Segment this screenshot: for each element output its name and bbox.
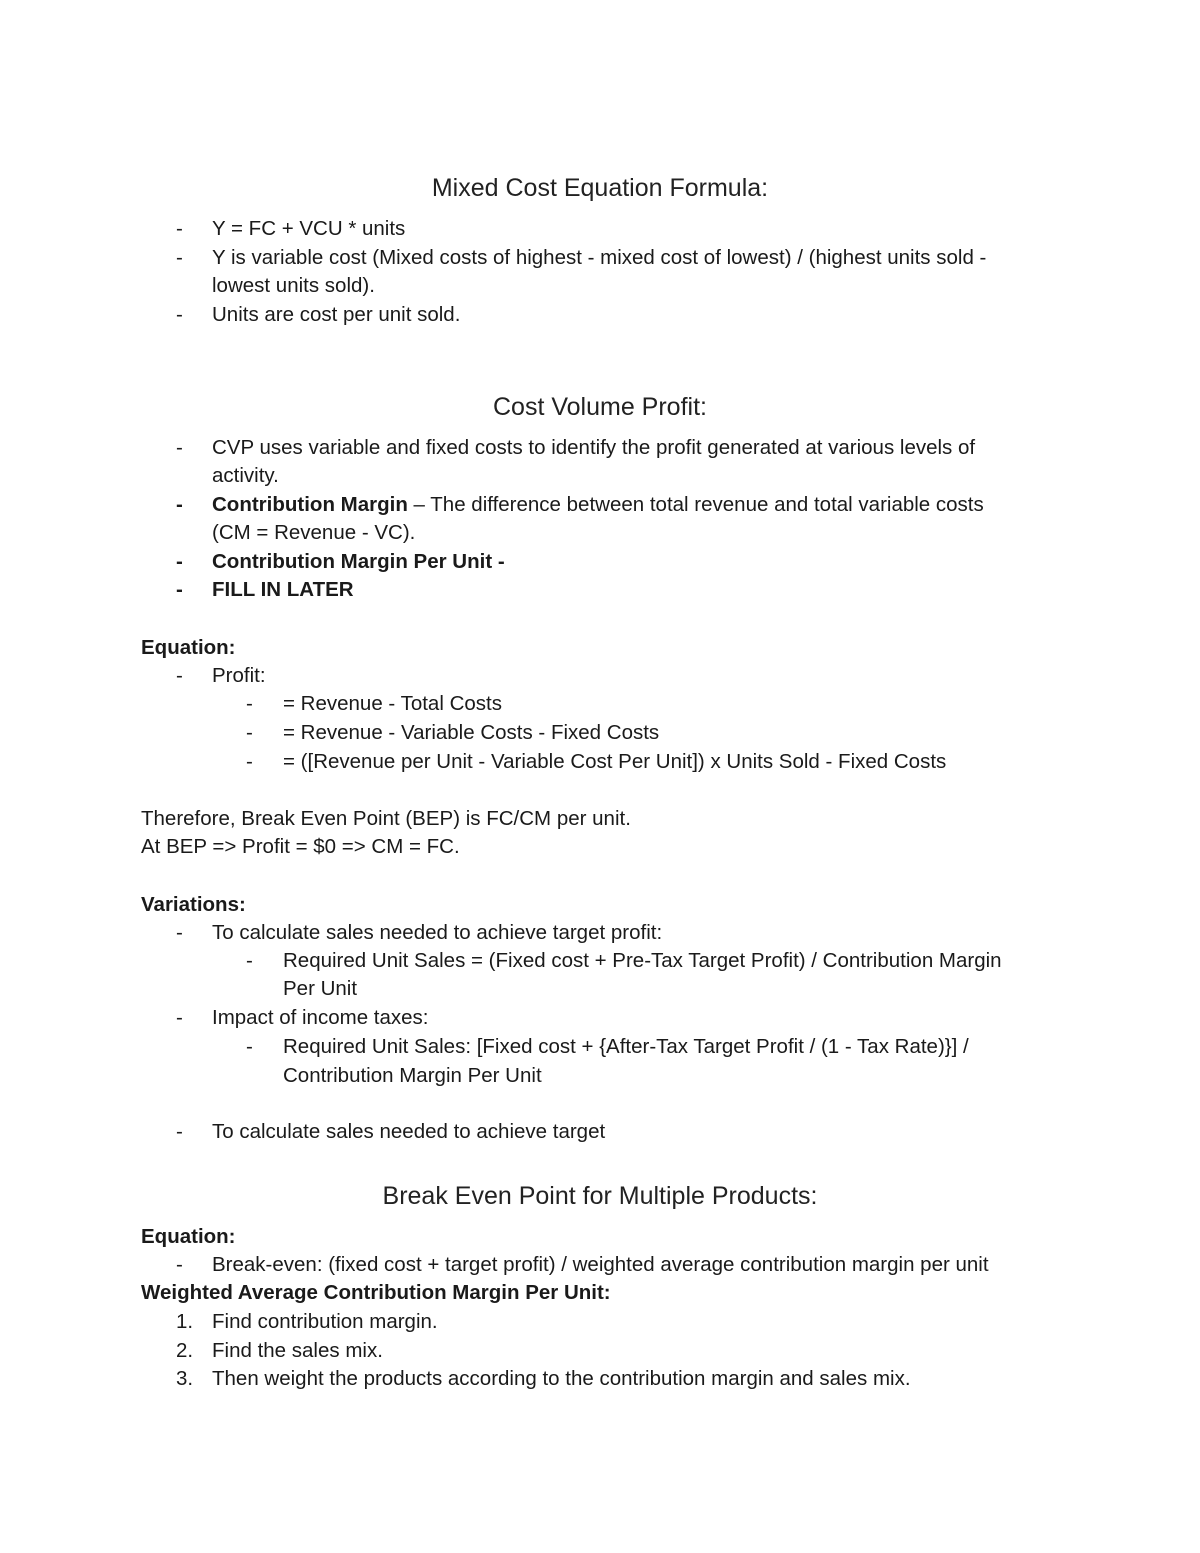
bullet-dash: - — [176, 1120, 183, 1143]
bullet-text: Y is variable cost (Mixed costs of highest - mixed cost of lowest) / (highest units sold - — [212, 246, 987, 269]
bullet-text-cont: lowest units sold). — [212, 274, 375, 297]
bullet-dash: - — [176, 303, 183, 326]
paragraph-at-bep: At BEP => Profit = $0 => CM = FC. — [141, 835, 460, 858]
sub-bullet-text-cont: Per Unit — [283, 977, 358, 1000]
bullet-text: CVP uses variable and fixed costs to identify the profit generated at various levels of — [212, 436, 976, 459]
step-text: Then weight the products according to the contribution margin and sales mix. — [212, 1367, 911, 1390]
sub-bullet-dash: - — [246, 721, 253, 744]
sub-bullet-dash: - — [246, 750, 253, 773]
bullet-dash: - — [176, 578, 183, 601]
step-text: Find the sales mix. — [212, 1339, 383, 1362]
bullet-fill-in-later: FILL IN LATER — [212, 578, 354, 601]
bullet-dash: - — [176, 550, 183, 573]
sub-bullet-text-cont: Contribution Margin Per Unit — [283, 1064, 542, 1087]
label-equation: Equation: — [141, 1225, 236, 1248]
bullet-dash: - — [176, 217, 183, 240]
label-wacm: Weighted Average Contribution Margin Per Unit: — [141, 1281, 611, 1304]
sub-bullet-text: = Revenue - Variable Costs - Fixed Costs — [283, 721, 660, 744]
step-number: 3. — [176, 1367, 194, 1390]
heading-cvp: Cost Volume Profit: — [493, 393, 707, 421]
bullet-text: To calculate sales needed to achieve target — [212, 1120, 606, 1143]
term-contribution-margin: Contribution Margin — [212, 493, 408, 516]
bullet-text-cont: activity. — [212, 464, 279, 487]
bullet-text: Units are cost per unit sold. — [212, 303, 461, 326]
bullet-dash: - — [176, 436, 183, 459]
step-text: Find contribution margin. — [212, 1310, 438, 1333]
sub-bullet-text: Required Unit Sales = (Fixed cost + Pre-Tax Target Profit) / Contribution Margin — [283, 949, 1002, 972]
sub-bullet-dash: - — [246, 1035, 253, 1058]
sub-bullet-text: = Revenue - Total Costs — [283, 692, 502, 715]
label-equation: Equation: — [141, 636, 236, 659]
bullet-cm-per-unit: Contribution Margin Per Unit - — [212, 550, 505, 573]
bullet-contribution-margin — [212, 491, 984, 520]
heading-multiple-products: Break Even Point for Multiple Products: — [382, 1182, 818, 1210]
sub-bullet-dash: - — [246, 692, 253, 715]
sub-bullet-dash: - — [246, 949, 253, 972]
bullet-text: Y = FC + VCU * units — [212, 217, 406, 240]
heading-mixed-cost: Mixed Cost Equation Formula: — [431, 174, 769, 202]
sub-bullet-text: Required Unit Sales: [Fixed cost + {After-Tax Target Profit / (1 - Tax Rate)}] / — [283, 1035, 969, 1058]
step-number: 2. — [176, 1339, 194, 1362]
bullet-dash: - — [176, 1006, 183, 1029]
bullet-text: Impact of income taxes: — [212, 1006, 429, 1029]
label-variations: Variations: — [141, 893, 246, 916]
definition-text: – The difference between total revenue and total variable costs — [407, 493, 984, 516]
bullet-text: To calculate sales needed to achieve target profit: — [212, 921, 663, 944]
bullet-dash: - — [176, 493, 183, 516]
bullet-dash: - — [176, 921, 183, 944]
bullet-text-cont: (CM = Revenue - VC). — [212, 521, 416, 544]
sub-bullet-text: = ([Revenue per Unit - Variable Cost Per Unit]) x Units Sold - Fixed Costs — [283, 750, 947, 773]
step-number: 1. — [176, 1310, 194, 1333]
bullet-dash: - — [176, 664, 183, 687]
bullet-text: Break-even: (fixed cost + target profit) / weighted average contribution margin per unit — [212, 1253, 989, 1276]
paragraph-therefore: Therefore, Break Even Point (BEP) is FC/CM per unit. — [141, 807, 631, 830]
bullet-dash: - — [176, 246, 183, 269]
bullet-dash: - — [176, 1253, 183, 1276]
bullet-profit: Profit: — [212, 664, 266, 687]
